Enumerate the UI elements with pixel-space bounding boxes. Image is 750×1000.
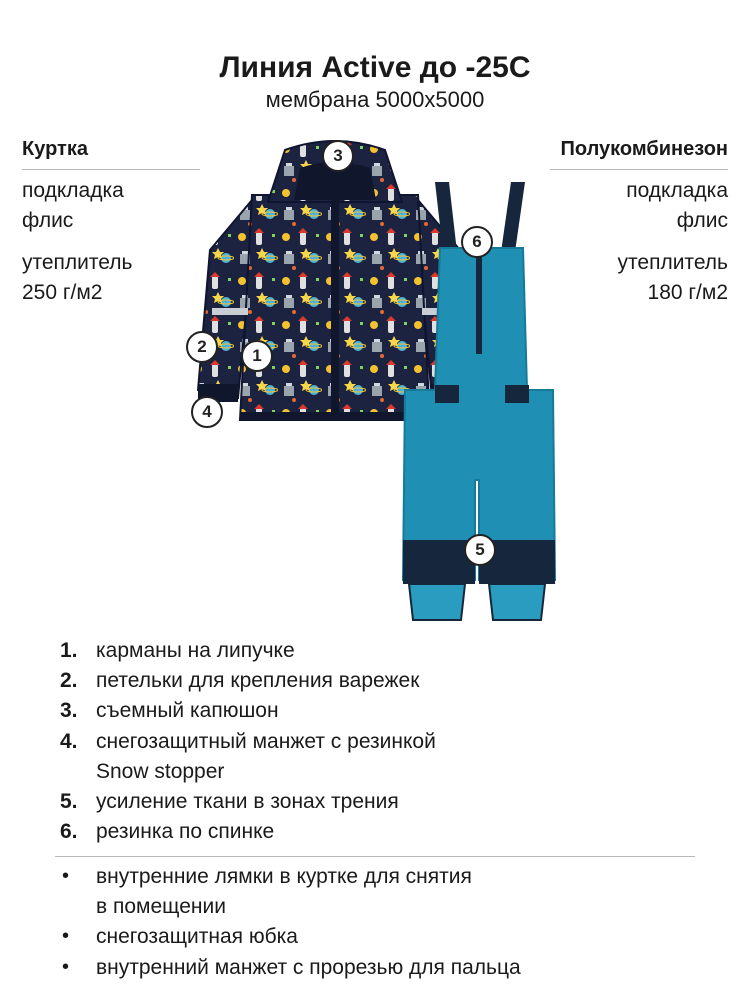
feature-number: 6. [60, 820, 78, 843]
feature-number: 5. [60, 790, 78, 813]
feature-text: карманы на липучке [96, 639, 295, 662]
feature-text: петельки для крепления варежек [96, 669, 420, 692]
feature-item-1 [60, 636, 295, 665]
overalls-insulation-value: 180 г/м2 [647, 281, 728, 304]
page-title: Линия Active до -25С [219, 51, 531, 84]
overalls-lining-value: флис [676, 209, 728, 232]
callout-3-hood: 3 [322, 140, 354, 172]
callout-4-snow-cuff: 4 [191, 396, 223, 428]
bullet-dot-icon: • [62, 865, 70, 887]
feature-item-3 [60, 696, 279, 725]
page-subtitle: мембрана 5000х5000 [265, 87, 485, 112]
feature-item-5 [60, 787, 399, 816]
bullet-dot-icon: • [62, 925, 70, 947]
feature-item-6 [60, 817, 274, 846]
jacket-lining-label: подкладка [22, 179, 124, 202]
jacket-lining-value: флис [22, 209, 74, 232]
feature-text: снегозащитный манжет с резинкой [96, 730, 436, 753]
overalls-insulation-label: утеплитель [617, 251, 728, 274]
bullet-item-1: внутренние лямки в куртке для снятия [96, 865, 472, 888]
list-divider [55, 856, 695, 857]
jacket-heading: Куртка [22, 138, 88, 160]
feature-number: 3. [60, 699, 78, 722]
feature-item-2 [60, 666, 419, 695]
feature-text: резинка по спинке [96, 820, 275, 843]
jacket-divider [22, 169, 200, 170]
bullet-dot-icon: • [62, 956, 70, 978]
jacket-insulation-value: 250 г/м2 [22, 281, 103, 304]
overalls-heading: Полукомбинезон [560, 138, 728, 160]
feature-item-4-continuation: Snow stopper [96, 760, 225, 783]
callout-5-reinforcement: 5 [464, 534, 496, 566]
jacket-insulation-label: утеплитель [22, 251, 133, 274]
overalls-divider [550, 169, 728, 170]
bullet-item-3: внутренний манжет с прорезью для пальца [96, 956, 521, 979]
bullet-item-1-continuation: в помещении [96, 895, 226, 918]
feature-text: съемный капюшон [96, 699, 279, 722]
callout-1-pockets: 1 [241, 340, 273, 372]
bullet-item-2: снегозащитная юбка [96, 925, 298, 948]
feature-item-4 [60, 727, 436, 756]
feature-text: усиление ткани в зонах трения [96, 790, 399, 813]
feature-number: 1. [60, 639, 78, 662]
callout-2-mitten-loops: 2 [186, 331, 218, 363]
overalls-lining-label: подкладка [626, 179, 728, 202]
callout-6-back-elastic: 6 [461, 226, 493, 258]
feature-number: 4. [60, 730, 78, 753]
feature-number: 2. [60, 669, 78, 692]
